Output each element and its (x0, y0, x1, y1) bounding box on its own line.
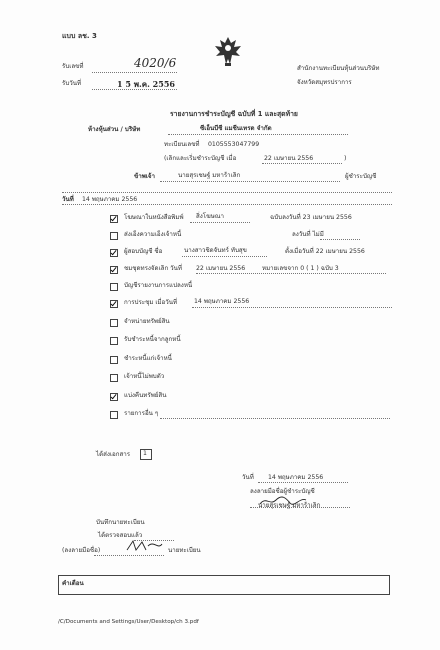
registrar-note-label: บันทึกนายทะเบียน (96, 519, 145, 526)
registrar-signature (124, 538, 164, 554)
checkbox[interactable] (110, 249, 118, 257)
checkbox[interactable] (110, 232, 118, 240)
certify-doc-label: ได้ส่งเอกสาร (96, 451, 131, 458)
document-page: แบบ ลช. 3 รับเลขที่ 4020/6 รับวันที่ 1 5 พ.ค. 2556 สำนักงานทะเบียนหุ้นส่วนบริษัท จังหวัดสมุทรปราการ รายงานการชำระบัญชี ฉบับที่ 1 และสุดท้าย ห้างหุ้นส่วน / บริษัท ซีเอ็นบีซี แมชีนเทรด จำกัด ทะเบียนเลขที่ 0105553047799 (เลิกและเริ่มชำระบัญชี เมื่อ 22 เมษายน 2556 ) ข้าพเจ้า นายสุรเชษฐ์ มหาร้าเลิก ผู้ชำระบัญชี วันที่ 14 พฤษภาคม 2556 โฆษณาในหนังสือพิมพ์ สิ่งโฆษณา ฉบับลงวันที่ 23 เมษายน 2556 ส่งเอ็งความเอ็งเจ้าหนี้ ลงวันที่ ไม่มี ผู้สอบบัญชี ชื่อ นางสาวชิดจันทร์ ทับสุข ตั้งเมื่อวันที่ 22 เมษายน 2556 ชมชุดทรงจัดเลิก วันที่ 22 เมษายน 2556 หมายเลขจาก 0 ( 1 ) ฉบับ 3 บัญชีรายงานการแปลงหนี้ การประชุม เมื่อวันที่ 14 พฤษภาคม 2556 จำหน่ายทรัพย์สิน รับชำระหนี้จากลูกหนี้ ชำระหนี้แก่เจ้าหนี้ เจ้าหนี้ไม่พบตัว แบ่งคืนทรัพย์สิน รายการอื่น ๆ ได้ส่งเอกสาร 1 วันที่ 14 พฤษภาคม 2556 ลงลายมือชื่อผู้ชำระบัญชี นายสุรเชษฐ์ มหาร้าเลิก บันทึกนายทะเบียน ได้ตรวจสอบแล้ว (ลงลายมือชื่อ) นายทะเบียน คำเตือน /C/Documents and Settings/User/Desktop/ch 3.pdf (0, 0, 440, 650)
warning-note (58, 575, 390, 595)
sign-date-label: วันที่ (242, 474, 254, 481)
checkbox[interactable] (110, 319, 118, 327)
receive-date-label: รับวันที่ (62, 80, 82, 87)
sign-name: นายสุรเชษฐ์ มหาร้าเลิก (258, 502, 321, 509)
body-date-label: วันที่ (62, 196, 74, 203)
checkbox[interactable] (110, 266, 118, 274)
certify-doc-count: 1 (143, 450, 147, 457)
sign-label: ลงลายมือชื่อผู้ชำระบัญชี (250, 488, 315, 495)
body-date: 14 พฤษภาคม 2556 (82, 196, 138, 203)
registrar-sign-label: (ลงลายมือชื่อ) (62, 547, 101, 554)
company-label: ห้างหุ้นส่วน / บริษัท (88, 126, 141, 133)
start-label: (เลิกและเริ่มชำระบัญชี เมื่อ (164, 155, 237, 162)
checkbox[interactable] (110, 300, 118, 308)
receive-date-value: 1 5 พ.ค. 2556 (117, 79, 175, 89)
liquidator-name: นายสุรเชษฐ์ มหาร้าเลิก (178, 172, 241, 179)
sign-date: 14 พฤษภาคม 2556 (268, 474, 324, 481)
checkbox[interactable] (110, 411, 118, 419)
liquidator-role: ผู้ชำระบัญชี (345, 173, 377, 180)
start-date: 22 เมษายน 2556 (264, 155, 314, 162)
registrar-checked-label: ได้ตรวจสอบแล้ว (98, 532, 143, 539)
registrar-role: นายทะเบียน (168, 547, 201, 554)
warning-label: คำเตือน (62, 580, 84, 587)
liquidator-label: ข้าพเจ้า (134, 173, 155, 180)
reg-no: 0105553047799 (208, 141, 260, 148)
checkbox[interactable] (110, 356, 118, 364)
file-path: /C/Documents and Settings/User/Desktop/ch 3.pdf (58, 619, 199, 625)
report-title: รายงานการชำระบัญชี ฉบับที่ 1 และสุดท้าย (170, 110, 298, 118)
company-name: ซีเอ็นบีซี แมชีนเทรด จำกัด (200, 125, 272, 132)
reg-label: ทะเบียนเลขที่ (164, 141, 200, 148)
checkbox[interactable] (110, 393, 118, 401)
checkbox[interactable] (110, 337, 118, 345)
office-line-2: จังหวัดสมุทรปราการ (297, 79, 352, 86)
garuda-emblem-icon (212, 34, 244, 68)
checkbox[interactable] (110, 215, 118, 223)
checkbox[interactable] (110, 374, 118, 382)
office-line-1: สำนักงานทะเบียนหุ้นส่วนบริษัท (297, 65, 380, 72)
checkbox[interactable] (110, 283, 118, 291)
receive-no-value: 4020/6 (134, 56, 177, 70)
receive-no-label: รับเลขที่ (62, 63, 84, 70)
form-code: แบบ ลช. 3 (62, 32, 97, 40)
